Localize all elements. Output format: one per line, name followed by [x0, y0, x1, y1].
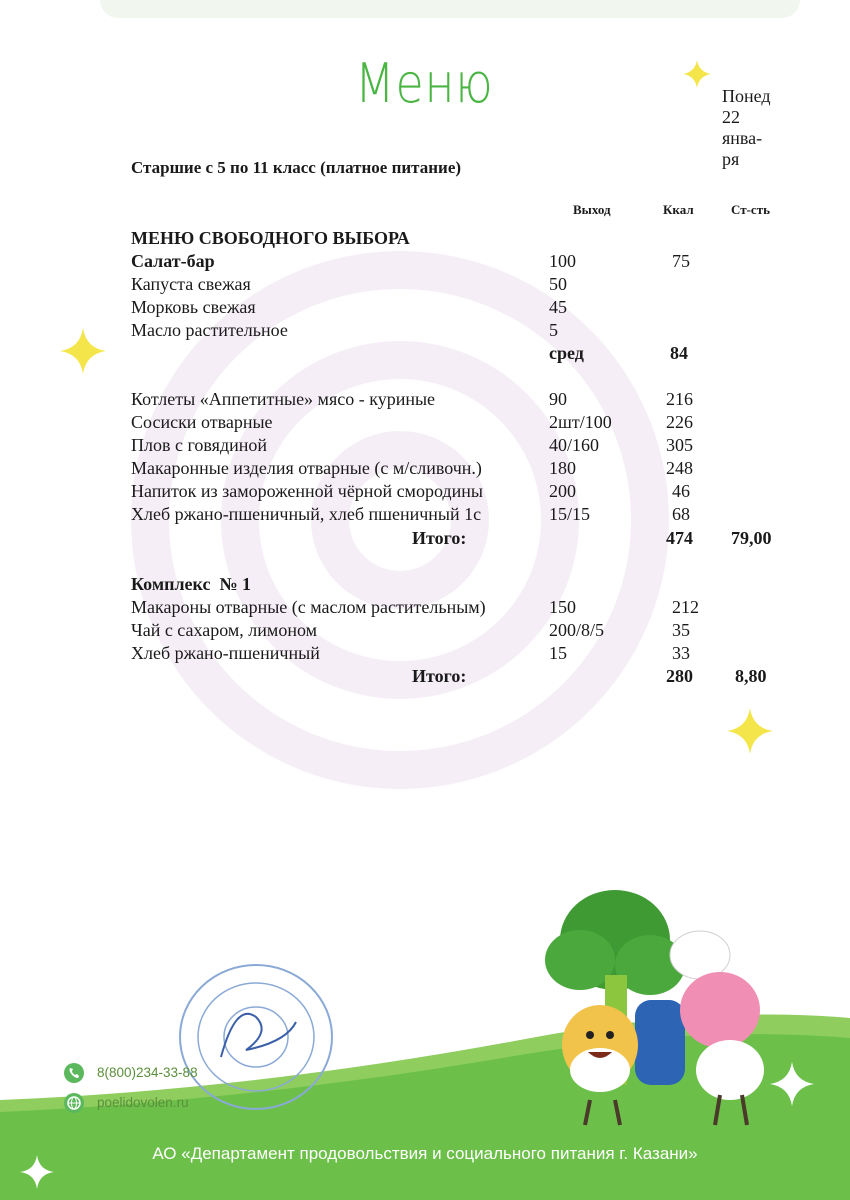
list-item-kcal: 305: [666, 435, 693, 455]
salad-bar-output: 100: [549, 251, 576, 271]
column-header-kcal: Ккал: [663, 202, 694, 217]
sparkle-icon: [60, 328, 106, 374]
section-heading-free-choice: МЕНЮ СВОБОДНОГО ВЫБОРА: [131, 228, 410, 248]
sparkle-icon: [727, 708, 773, 754]
list-item-name: Сосиски отварные: [131, 412, 273, 432]
header-band: [100, 0, 800, 18]
list-item-kcal: 212: [672, 597, 699, 617]
date-label: Понед 22 янва- ря: [722, 86, 771, 169]
list-item-output: 45: [549, 297, 567, 317]
list-item-name: Плов с говядиной: [131, 435, 268, 455]
total-price: 79,00: [731, 528, 772, 548]
sparkle-icon: [770, 1062, 814, 1106]
list-item-name: Котлеты «Аппетитные» мясо - куриные: [131, 389, 436, 409]
footer-organization: АО «Департамент продовольствия и социального питания г. Казани»: [152, 1144, 698, 1163]
column-header-output: Выход: [573, 202, 611, 217]
total-price: 8,80: [735, 666, 767, 686]
average-kcal: 84: [670, 343, 688, 363]
footer-phone: 8(800)234-33-88: [97, 1065, 198, 1080]
phone-icon: [64, 1063, 84, 1083]
column-header-price: Ст-сть: [731, 202, 770, 217]
list-item-output: 150: [549, 597, 576, 617]
globe-icon: [64, 1093, 84, 1113]
list-item-name: Чай с сахаром, лимоном: [131, 620, 317, 640]
list-item-kcal: 226: [666, 412, 693, 432]
list-item-kcal: 68: [672, 504, 690, 524]
list-item-kcal: 33: [672, 643, 690, 663]
list-item-kcal: 248: [666, 458, 693, 478]
list-item-kcal: 216: [666, 389, 693, 409]
page-title: Меню: [355, 52, 494, 115]
list-item-name: Макароны отварные (с маслом растительным): [131, 597, 486, 617]
list-item-output: 15: [549, 643, 567, 663]
list-item-name: Хлеб ржано-пшеничный: [131, 643, 320, 663]
list-item-name: Хлеб ржано-пшеничный, хлеб пшеничный 1с: [131, 504, 482, 524]
list-item-output: 200/8/5: [549, 620, 605, 640]
list-item-output: 90: [549, 389, 567, 409]
list-item-output: 200: [549, 481, 576, 501]
total-label: Итого:: [412, 528, 467, 548]
list-item-output: 180: [549, 458, 576, 478]
list-item-name: Капуста свежая: [131, 274, 251, 294]
total-label: Итого:: [412, 666, 467, 686]
salad-bar-kcal: 75: [672, 251, 690, 271]
list-item-name: Морковь свежая: [131, 297, 256, 317]
total-kcal: 474: [666, 528, 693, 548]
salad-bar-name: Салат-бар: [131, 251, 215, 271]
average-label: сред: [549, 343, 584, 363]
sparkle-icon: [683, 60, 711, 88]
list-item-output: 40/160: [549, 435, 600, 455]
mascot-illustration: [520, 880, 790, 1130]
list-item-name: Масло растительное: [131, 320, 288, 340]
list-item-kcal: 46: [672, 481, 690, 501]
list-item-name: Напиток из замороженной чёрной смородины: [131, 481, 483, 501]
menu-subtitle: Старшие с 5 по 11 класс (платное питание): [131, 158, 462, 177]
seal-stamp: [176, 962, 336, 1112]
list-item-output: 50: [549, 274, 567, 294]
list-item-kcal: 35: [672, 620, 690, 640]
list-item-output: 5: [549, 320, 558, 340]
section-heading-complex: Комплекс № 1: [131, 574, 252, 594]
footer-website[interactable]: poelidovolen.ru: [97, 1095, 189, 1110]
list-item-output: 2шт/100: [549, 412, 612, 432]
total-kcal: 280: [666, 666, 693, 686]
list-item-name: Макаронные изделия отварные (с м/сливочн.): [131, 458, 482, 478]
list-item-output: 15/15: [549, 504, 591, 524]
